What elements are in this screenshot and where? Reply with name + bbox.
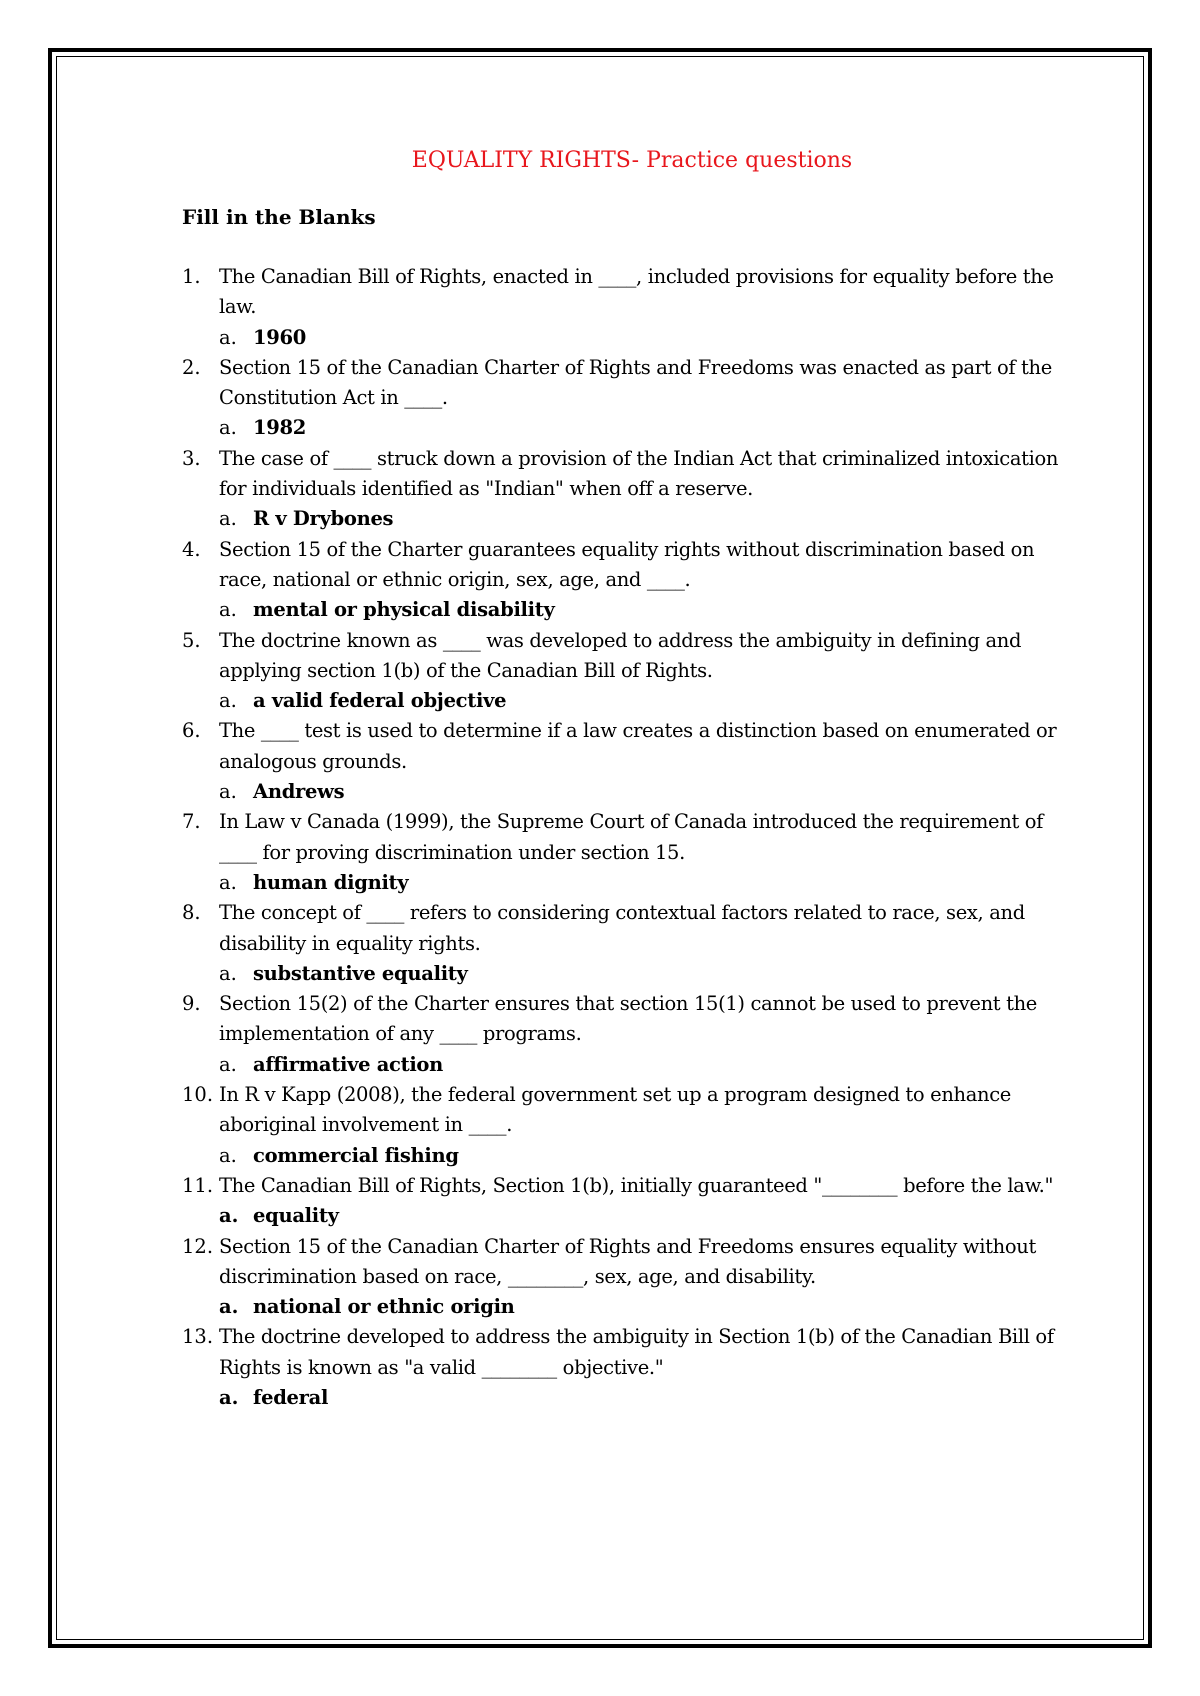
answer-letter: a. [219, 1143, 237, 1167]
question-text: The ____ test is used to determine if a law creates a distinction based on enumerated or analogous grounds. [219, 719, 1057, 773]
question-number: 11. [182, 1173, 214, 1197]
question [182, 626, 1062, 687]
question-item [182, 535, 1062, 626]
answer-letter: a. [219, 1295, 239, 1319]
section-heading: Fill in the Blanks [182, 205, 376, 229]
answer-text: human dignity [253, 870, 409, 894]
answer [182, 868, 1062, 898]
question-text: Section 15(2) of the Charter ensures that section 15(1) cannot be used to prevent the implementation of any ____ programs. [219, 992, 1037, 1046]
question-item [182, 444, 1062, 535]
question-item [182, 898, 1062, 989]
question-text: In Law v Canada (1999), the Supreme Court of Canada introduced the requirement of ____ for proving discrimination under section 15. [219, 810, 1044, 864]
question-item [182, 1322, 1062, 1413]
document-title: EQUALITY RIGHTS- Practice questions [411, 148, 853, 173]
question [182, 262, 1062, 323]
document-body [182, 146, 1062, 1413]
question-item [182, 989, 1062, 1080]
question [182, 1171, 1062, 1201]
answer-text: 1960 [253, 325, 307, 349]
question-text: The Canadian Bill of Rights, Section 1(b), initially guaranteed "________ before the law." [219, 1173, 1054, 1197]
question-number: 7. [182, 810, 201, 834]
question-item [182, 262, 1062, 353]
answer [182, 959, 1062, 989]
question-item [182, 716, 1062, 807]
question-item [182, 1232, 1062, 1323]
question-text: Section 15 of the Canadian Charter of Rights and Freedoms was enacted as part of the Constitution Act in ____. [219, 355, 1052, 410]
answer-letter: a. [219, 780, 237, 804]
question-number: 1. [182, 265, 201, 288]
answer-letter: a. [219, 870, 237, 894]
answer [182, 504, 1062, 534]
question-text: The doctrine known as ____ was developed to address the ambiguity in defining and applying section 1(b) of the Canadian Bill of Rights. [219, 628, 1022, 682]
answer [182, 323, 1062, 353]
answer [182, 1141, 1062, 1171]
question-number: 4. [182, 537, 201, 561]
answer [182, 686, 1062, 716]
question-text: The Canadian Bill of Rights, enacted in ____, included provisions for equality before the law. [219, 265, 1054, 319]
answer [182, 777, 1062, 807]
answer-letter: a. [219, 1204, 239, 1228]
question [182, 444, 1062, 505]
question-number: 2. [182, 355, 201, 379]
question [182, 716, 1062, 777]
question [182, 807, 1062, 868]
question [182, 353, 1062, 414]
answer-text: equality [253, 1204, 339, 1228]
answer-text: R v Drybones [253, 507, 394, 531]
question-text: Section 15 of the Canadian Charter of Rights and Freedoms ensures equality without discrimination based on race, ________, sex, age, and disability. [219, 1234, 1036, 1288]
question-number: 12. [182, 1234, 214, 1258]
answer [182, 1292, 1062, 1322]
answer-text: federal [253, 1385, 329, 1409]
question-number: 3. [182, 446, 201, 470]
question [182, 898, 1062, 959]
question-number: 9. [182, 992, 201, 1016]
question-text: The concept of ____ refers to considering contextual factors related to race, sex, and disability in equality rights. [219, 901, 1025, 955]
answer-letter: a. [219, 1385, 239, 1409]
answer [182, 595, 1062, 625]
question [182, 1322, 1062, 1383]
question-number: 5. [182, 628, 201, 652]
question-number: 6. [182, 719, 201, 743]
answer-text: substantive equality [253, 961, 468, 985]
answer-text: mental or physical disability [253, 598, 555, 622]
question [182, 535, 1062, 596]
answer-letter: a. [219, 507, 237, 531]
question-item [182, 626, 1062, 717]
question [182, 1232, 1062, 1293]
question-text: The case of ____ struck down a provision of the Indian Act that criminalized intoxication for individuals identified as "Indian" when off a reserve. [219, 446, 1059, 501]
question-item [182, 807, 1062, 898]
answer-letter: a. [219, 1052, 237, 1076]
answer-text: Andrews [253, 780, 345, 804]
question-number: 13. [182, 1325, 214, 1349]
answer-letter: a. [219, 325, 237, 349]
answer-text: a valid federal objective [253, 689, 507, 713]
question-text: Section 15 of the Charter guarantees equality rights without discrimination based on race, national or ethnic origin, sex, age, and ____. [219, 537, 1035, 591]
question-item [182, 1080, 1062, 1171]
answer-text: 1982 [253, 416, 307, 440]
answer [182, 1201, 1062, 1231]
answer-letter: a. [219, 689, 237, 713]
answer-letter: a. [219, 416, 237, 440]
question-list [182, 262, 1062, 1413]
answer-text: commercial fishing [253, 1143, 459, 1167]
question [182, 989, 1062, 1050]
answer [182, 1050, 1062, 1080]
question-text: In R v Kapp (2008), the federal government set up a program designed to enhance aboriginal involvement in ____. [219, 1083, 1011, 1137]
question-number: 10. [182, 1083, 214, 1107]
answer-letter: a. [219, 961, 237, 985]
answer-text: affirmative action [253, 1052, 444, 1076]
question-item [182, 1171, 1062, 1232]
question [182, 1080, 1062, 1141]
answer-text: national or ethnic origin [253, 1295, 515, 1319]
question-text: The doctrine developed to address the ambiguity in Section 1(b) of the Canadian Bill of Rights is known as "a valid ________ objective." [219, 1325, 1054, 1379]
answer [182, 413, 1062, 443]
question-number: 8. [182, 901, 201, 925]
question-item [182, 353, 1062, 444]
answer-letter: a. [219, 598, 237, 622]
answer [182, 1383, 1062, 1413]
